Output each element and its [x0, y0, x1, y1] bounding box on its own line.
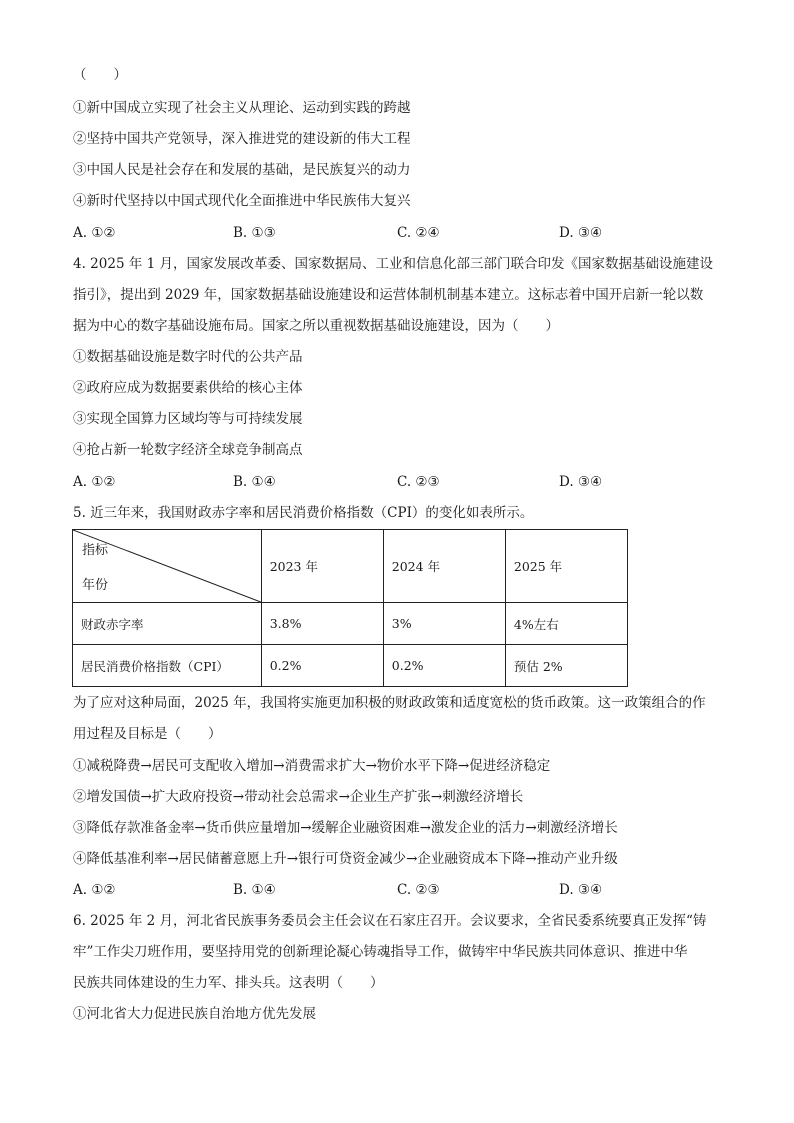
table-cell: 0.2% — [261, 645, 383, 687]
table-header-year: 年份 — [82, 578, 109, 593]
table-row-label: 居民消费价格指数（CPI） — [73, 645, 262, 687]
q3-item-4: ④新时代坚持以中国式现代化全面推进中华民族伟大复兴 — [73, 193, 411, 209]
table-cell: 0.2% — [383, 645, 505, 687]
q5-option-b: B. ①④ — [233, 882, 276, 898]
table-row — [73, 645, 628, 687]
q4-stem-line-3: 据为中心的数字基础设施布局。国家之所以重视数据基础设施建设，因为（ ） — [73, 318, 559, 334]
table-cell: 3.8% — [261, 603, 383, 645]
q5-item-4: ④降低基准利率→居民储蓄意愿上升→银行可贷资金减少→企业融资成本下降→推动产业升级 — [73, 851, 618, 867]
q5-option-c: C. ②③ — [397, 882, 440, 898]
q4-stem-line-1: 4. 2025 年 1 月，国家发展改革委、国家数据局、工业和信息化部三部门联合印发《国家数据基础设施建设 — [73, 256, 713, 272]
q5-option-a: A. ①② — [73, 882, 116, 898]
table-cell: 3% — [383, 603, 505, 645]
q4-stem-line-2: 指引》，提出到 2029 年，国家数据基础设施建设和运营体制机制基本建立。这标志着中国开启新一轮以数 — [73, 287, 704, 303]
q4-item-4: ④抢占新一轮数字经济全球竞争制高点 — [73, 442, 303, 458]
q3-option-a: A. ①② — [73, 225, 116, 241]
q5-option-d: D. ③④ — [559, 882, 603, 898]
table-row-label: 财政赤字率 — [73, 603, 262, 645]
q5-after-line-1: 为了应对这种局面，2025 年，我国将实施更加积极的财政政策和适度宽松的货币政策。这一政策组合的作 — [73, 695, 706, 711]
q4-option-c: C. ②③ — [397, 474, 440, 490]
q3-option-c: C. ②④ — [397, 225, 440, 241]
q3-stem-tail: （ ） — [73, 67, 127, 83]
table-year-2023: 2023 年 — [261, 530, 383, 603]
table-cell: 4%左右 — [505, 603, 627, 645]
q4-item-2: ②政府应成为数据要素供给的核心主体 — [73, 380, 303, 396]
q6-stem-line-1: 6. 2025 年 2 月，河北省民族事务委员会主任会议在石家庄召开。会议要求，全省民委系统要真正发挥“铸 — [73, 913, 707, 929]
table-header-diagonal-cell — [73, 530, 262, 603]
q5-data-table — [72, 529, 628, 687]
table-year-2024: 2024 年 — [383, 530, 505, 603]
q5-stem: 5. 近三年来，我国财政赤字率和居民消费价格指数（CPI）的变化如表所示。 — [73, 505, 534, 521]
q3-item-2: ②坚持中国共产党领导，深入推进党的建设新的伟大工程 — [73, 131, 411, 147]
q6-item-1: ①河北省大力促进民族自治地方优先发展 — [73, 1006, 316, 1022]
q4-item-3: ③实现全国算力区域均等与可持续发展 — [73, 411, 303, 427]
q6-stem-line-2: 牢”工作尖刀班作用，要坚持用党的创新理论凝心铸魂指导工作，做铸牢中华民族共同体意识、推进中华 — [73, 944, 688, 960]
q3-item-3: ③中国人民是社会存在和发展的基础，是民族复兴的动力 — [73, 162, 411, 178]
q4-item-1: ①数据基础设施是数字时代的公共产品 — [73, 349, 303, 365]
q4-option-a: A. ①② — [73, 474, 116, 490]
table-row — [73, 603, 628, 645]
table-year-2025: 2025 年 — [505, 530, 627, 603]
q6-stem-line-3: 民族共同体建设的生力军、排头兵。这表明（ ） — [73, 975, 384, 991]
table-cell: 预估 2% — [505, 645, 627, 687]
q5-after-line-2: 用过程及目标是（ ） — [73, 726, 222, 742]
q5-item-1: ①减税降费→居民可支配收入增加→消费需求扩大→物价水平下降→促进经济稳定 — [73, 758, 551, 774]
q4-option-d: D. ③④ — [559, 474, 603, 490]
q5-item-2: ②增发国债→扩大政府投资→带动社会总需求→企业生产扩张→刺激经济增长 — [73, 789, 524, 805]
table-header-indicator: 指标 — [82, 543, 109, 558]
q5-item-3: ③降低存款准备金率→货币供应量增加→缓解企业融资困难→激发企业的活力→刺激经济增长 — [73, 820, 618, 836]
q3-option-b: B. ①③ — [233, 225, 276, 241]
q4-option-b: B. ①④ — [233, 474, 276, 490]
q3-option-d: D. ③④ — [559, 225, 603, 241]
q3-item-1: ①新中国成立实现了社会主义从理论、运动到实践的跨越 — [73, 100, 411, 116]
